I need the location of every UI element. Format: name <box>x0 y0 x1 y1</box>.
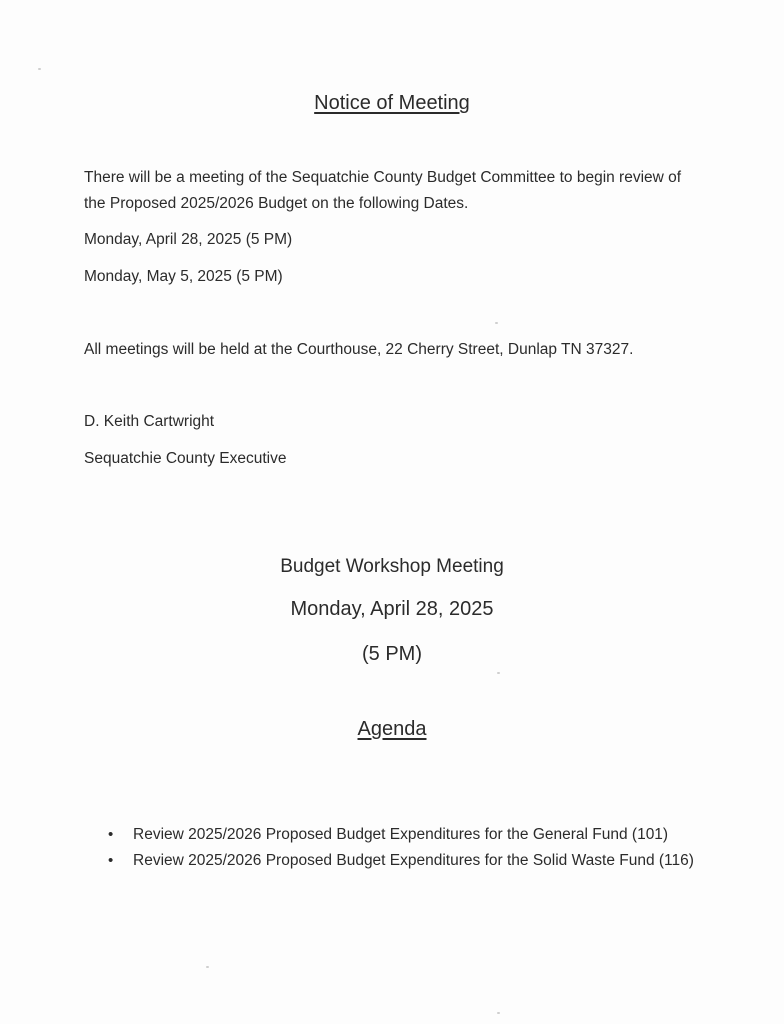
scan-speck <box>497 1012 500 1014</box>
meeting-date-2: Monday, May 5, 2025 (5 PM) <box>84 268 283 285</box>
workshop-date: Monday, April 28, 2025 <box>290 598 494 620</box>
workshop-time: (5 PM) <box>362 643 422 665</box>
scan-speck <box>206 966 209 968</box>
agenda-item-text: Review 2025/2026 Proposed Budget Expenditures for the General Fund (101) <box>133 826 669 843</box>
meeting-date-1: Monday, April 28, 2025 (5 PM) <box>84 231 293 248</box>
agenda-item <box>108 822 708 848</box>
workshop-heading: Budget Workshop Meeting <box>280 556 504 577</box>
intro-paragraph: There will be a meeting of the Sequatchie County Budget Committee to begin review of the Proposed 2025/2026 Budget on the following Dates. <box>84 169 682 212</box>
scan-speck <box>495 322 498 324</box>
signatory-position: Sequatchie County Executive <box>84 450 287 467</box>
agenda-item-text: Review 2025/2026 Proposed Budget Expenditures for the Solid Waste Fund (116) <box>133 852 694 869</box>
document-title: Notice of Meeting <box>314 92 470 114</box>
scan-speck <box>38 68 41 70</box>
bullet-icon: • <box>108 826 114 843</box>
agenda-item <box>108 848 708 874</box>
signatory-name: D. Keith Cartwright <box>84 413 215 430</box>
agenda-list <box>108 822 708 874</box>
bullet-icon: • <box>108 852 114 869</box>
location-statement: All meetings will be held at the Courthouse, 22 Cherry Street, Dunlap TN 37327. <box>84 341 634 358</box>
scan-speck <box>497 672 500 674</box>
agenda-heading: Agenda <box>357 718 427 740</box>
